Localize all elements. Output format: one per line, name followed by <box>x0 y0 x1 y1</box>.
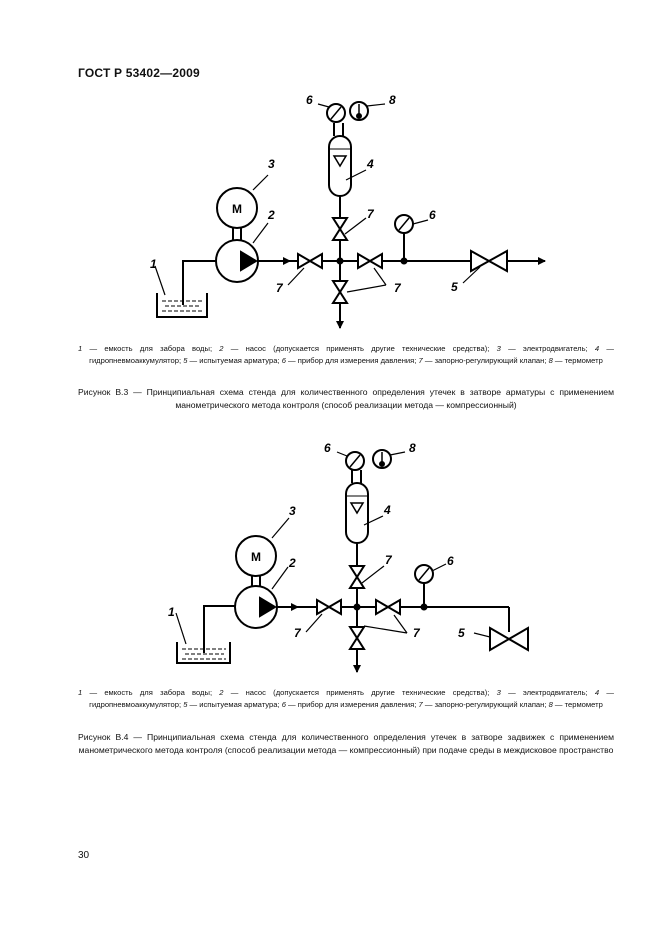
svg-text:5: 5 <box>458 626 465 640</box>
svg-text:8: 8 <box>409 441 416 455</box>
pump <box>216 240 258 282</box>
accumulator <box>329 136 351 196</box>
svg-text:7: 7 <box>294 626 301 640</box>
legend-item: 1 — емкость для забора воды; <box>78 688 220 697</box>
valve-7-horizontal-b <box>358 254 382 268</box>
pressure-gauge-right <box>395 215 413 233</box>
figure-b3-diagram <box>0 0 661 340</box>
valve-7-horizontal-a <box>317 600 341 614</box>
valve-7-horizontal-b <box>376 600 400 614</box>
figure-b4-caption: Рисунок В.4 — Принципиальная схема стенда для количественного определения утечек в затворе задвижек с применением манометрического метода контроля (способ реализации метода — компрессионный) при подаче среды в междисковое пространство <box>78 732 614 755</box>
valve-7-vertical-top <box>350 566 364 588</box>
svg-text:7: 7 <box>367 207 374 221</box>
svg-text:7: 7 <box>385 553 392 567</box>
figure-b4-legend <box>78 687 614 711</box>
valve-7-vertical-bottom <box>350 627 364 649</box>
accumulator <box>346 483 368 543</box>
legend-item: 3 — электродвигатель; <box>496 688 595 697</box>
thermometer <box>373 450 391 468</box>
svg-text:3: 3 <box>289 504 296 518</box>
svg-text:7: 7 <box>413 626 420 640</box>
legend-item: 2 — насос (допускается применять другие технические средства); <box>219 688 497 697</box>
figure-b3-caption: Рисунок В.3 — Принципиальная схема стенда для количественного определения утечек в затворе арматуры с применением манометрического метода контроля (способ реализации метода — компрессионный) <box>78 387 614 410</box>
legend-item: 4 — гидропневмоаккумулятор; <box>89 344 614 365</box>
svg-text:6: 6 <box>429 208 436 222</box>
svg-text:6: 6 <box>447 554 454 568</box>
tested-valve <box>471 251 507 271</box>
svg-text:М: М <box>251 550 261 564</box>
legend-item: 6 — прибор для измерения давления; <box>281 356 419 365</box>
svg-text:4: 4 <box>367 157 374 171</box>
thermometer <box>350 102 368 120</box>
page-number: 30 <box>78 850 90 861</box>
svg-text:7: 7 <box>276 281 283 295</box>
svg-text:6: 6 <box>306 93 313 107</box>
svg-text:1: 1 <box>168 605 175 619</box>
suction-pipe <box>183 261 216 305</box>
figure-b3-legend <box>78 343 614 367</box>
svg-text:8: 8 <box>389 93 396 107</box>
motor <box>236 536 276 576</box>
svg-text:М: М <box>232 202 242 216</box>
svg-text:1: 1 <box>150 257 157 271</box>
pressure-gauge-right <box>415 565 433 583</box>
valve-7-horizontal-a <box>298 254 322 268</box>
legend-item: 4 — гидропневмоаккумулятор; <box>89 688 614 709</box>
legend-item: 7 — запорно-регулирующий клапан; <box>418 356 549 365</box>
figure-b4-diagram <box>0 430 661 680</box>
motor <box>217 188 257 228</box>
legend-item: 3 — электродвигатель; <box>496 344 595 353</box>
legend-item: 5 — испытуемая арматура; <box>183 356 282 365</box>
svg-text:2: 2 <box>289 556 296 570</box>
pressure-gauge-top <box>327 104 345 122</box>
svg-text:3: 3 <box>268 157 275 171</box>
pump <box>235 586 277 628</box>
legend-item: 8 — термометр <box>548 356 603 365</box>
svg-text:6: 6 <box>324 441 331 455</box>
valve-7-vertical-bottom <box>333 281 347 303</box>
legend-item: 6 — прибор для измерения давления; <box>281 700 419 709</box>
svg-text:4: 4 <box>384 503 391 517</box>
valve-7-vertical-top <box>333 218 347 240</box>
legend-item: 1 — емкость для забора воды; <box>78 344 220 353</box>
legend-item: 7 — запорно-регулирующий клапан; <box>418 700 549 709</box>
legend-item: 5 — испытуемая арматура; <box>183 700 282 709</box>
pressure-gauge-top <box>346 452 364 470</box>
legend-item: 8 — термометр <box>548 700 603 709</box>
svg-text:5: 5 <box>451 280 458 294</box>
document-header: ГОСТ Р 53402—2009 <box>78 66 200 80</box>
svg-text:2: 2 <box>268 208 275 222</box>
legend-item: 2 — насос (допускается применять другие технические средства); <box>219 344 497 353</box>
svg-text:7: 7 <box>394 281 401 295</box>
